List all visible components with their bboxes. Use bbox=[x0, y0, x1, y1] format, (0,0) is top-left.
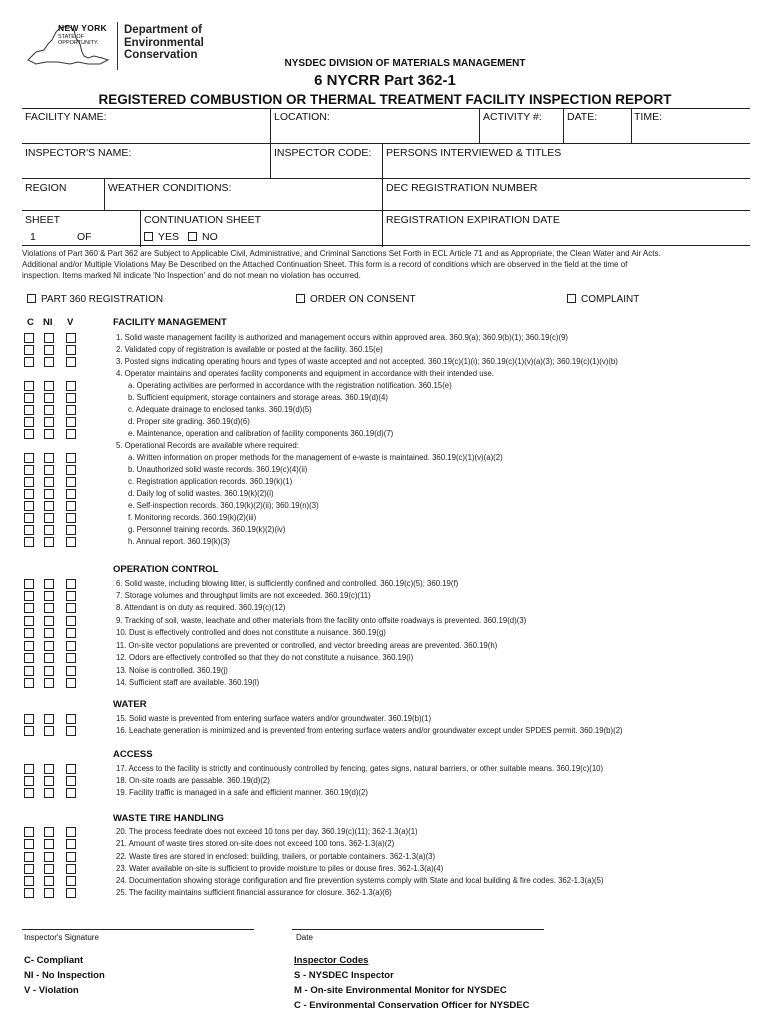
checkbox-icon[interactable] bbox=[144, 232, 153, 241]
checkbox-icon[interactable] bbox=[27, 294, 36, 303]
no-inspection-checkbox[interactable] bbox=[44, 345, 54, 355]
column-ni: NI bbox=[43, 317, 53, 328]
no-inspection-checkbox[interactable] bbox=[44, 477, 54, 487]
compliant-checkbox[interactable] bbox=[24, 453, 34, 463]
inspector-codes-legend bbox=[294, 953, 529, 1013]
no-inspection-checkbox[interactable] bbox=[44, 666, 54, 676]
checklist-row bbox=[0, 345, 770, 356]
division-heading: NYSDEC DIVISION OF MATERIALS MANAGEMENT bbox=[284, 58, 526, 69]
no-inspection-checkbox[interactable] bbox=[44, 525, 54, 535]
violation-checkbox[interactable] bbox=[66, 453, 76, 463]
violation-checkbox[interactable] bbox=[66, 876, 76, 886]
violation-checkbox[interactable] bbox=[66, 864, 76, 874]
checklist-row bbox=[0, 405, 770, 416]
section-operation-control: OPERATION CONTROL bbox=[113, 564, 219, 575]
violation-checkbox[interactable] bbox=[66, 333, 76, 343]
checkbox-icon[interactable] bbox=[188, 232, 197, 241]
grid-line bbox=[563, 109, 564, 143]
violation-checkbox[interactable] bbox=[66, 653, 76, 663]
violation-checkbox[interactable] bbox=[66, 591, 76, 601]
violation-notice: Violations of Part 360 & Part 362 are Subject to Applicable Civil, Administrative, and Criminal Sanctions Set Forth in ECL Article 71 and as Appropriate, the Clean Water and Air Acts. Additional and/or Multiple Violations May Be Described on the Attached Continuation Sheet. This form is a record of conditions which are observed in the field at the time of inspection. Items marked NI indicate 'No Inspection' and do not mean no violation has occurred. bbox=[22, 249, 661, 280]
activity-field[interactable]: ACTIVITY #: bbox=[483, 111, 542, 123]
compliant-checkbox[interactable] bbox=[24, 666, 34, 676]
no-inspection-checkbox[interactable] bbox=[44, 537, 54, 547]
checklist-item-text: 19. Facility traffic is managed in a safe and efficient manner. 360.19(d)(2) bbox=[116, 788, 368, 797]
checklist-item-text: 7. Storage volumes and throughput limits are not exceeded. 360.19(c)(11) bbox=[116, 591, 371, 600]
checklist-item-text: 10. Dust is effectively controlled and does not constitute a nuisance. 360.19(g) bbox=[116, 628, 386, 637]
continuation-yes[interactable]: YES bbox=[144, 231, 179, 243]
compliant-checkbox[interactable] bbox=[24, 714, 34, 724]
checklist-row bbox=[0, 839, 770, 850]
violation-checkbox[interactable] bbox=[66, 628, 76, 638]
checklist-row bbox=[0, 888, 770, 899]
code-s: S - NYSDEC Inspector bbox=[294, 970, 394, 981]
inspector-codes-title: Inspector Codes bbox=[294, 955, 369, 966]
grid-line bbox=[479, 109, 480, 143]
checklist-row bbox=[0, 357, 770, 368]
no-inspection-checkbox[interactable] bbox=[44, 852, 54, 862]
no-inspection-checkbox[interactable] bbox=[44, 888, 54, 898]
compliant-checkbox[interactable] bbox=[24, 678, 34, 688]
violation-checkbox[interactable] bbox=[66, 501, 76, 511]
checklist-item-text: 25. The facility maintains sufficient financial assurance for closure. 362-1.3(a)(6) bbox=[116, 888, 392, 897]
violation-checkbox[interactable] bbox=[66, 776, 76, 786]
checklist-row bbox=[0, 827, 770, 838]
checklist-row bbox=[0, 876, 770, 887]
sheet-of-label: OF bbox=[77, 231, 92, 243]
checklist-row bbox=[0, 465, 770, 476]
no-inspection-checkbox[interactable] bbox=[44, 603, 54, 613]
checklist-row bbox=[0, 537, 770, 548]
grid-line bbox=[270, 109, 271, 178]
facility-name-field[interactable]: FACILITY NAME: bbox=[25, 111, 107, 123]
violation-checkbox[interactable] bbox=[66, 852, 76, 862]
registration-expiration-field[interactable]: REGISTRATION EXPIRATION DATE bbox=[386, 214, 560, 226]
no-inspection-checkbox[interactable] bbox=[44, 501, 54, 511]
compliant-checkbox[interactable] bbox=[24, 537, 34, 547]
persons-interviewed-field[interactable]: PERSONS INTERVIEWED & TITLES bbox=[386, 147, 562, 159]
violation-checkbox[interactable] bbox=[66, 345, 76, 355]
code-c: C - Environmental Conservation Officer for NYSDEC bbox=[294, 1000, 530, 1011]
violation-checkbox[interactable] bbox=[66, 888, 76, 898]
checklist-item-text: 24. Documentation showing storage configuration and fire prevention systems comply with State and local building & fire codes. 362-1.3(a)(5) bbox=[116, 876, 604, 885]
compliant-checkbox[interactable] bbox=[24, 603, 34, 613]
compliant-checkbox[interactable] bbox=[24, 876, 34, 886]
checklist-row bbox=[0, 441, 770, 452]
compliant-checkbox[interactable] bbox=[24, 726, 34, 736]
compliant-checkbox[interactable] bbox=[24, 525, 34, 535]
checklist-item-text: 20. The process feedrate does not exceed 10 tons per day. 360.19(c)(11); 362-1.3(a)(1) bbox=[116, 827, 418, 836]
violation-checkbox[interactable] bbox=[66, 726, 76, 736]
checklist-item-text: h. Annual report. 360.19(k)(3) bbox=[128, 537, 230, 546]
checklist-item-text: b. Sufficient equipment, storage containers and storage areas. 360.19(d)(4) bbox=[128, 393, 388, 402]
continuation-no[interactable]: NO bbox=[188, 231, 218, 243]
violation-checkbox[interactable] bbox=[66, 788, 76, 798]
region-field[interactable]: REGION bbox=[25, 182, 67, 194]
violation-checkbox[interactable] bbox=[66, 678, 76, 688]
compliant-checkbox[interactable] bbox=[24, 788, 34, 798]
complaint-option[interactable]: COMPLAINT bbox=[567, 294, 639, 305]
checklist-row bbox=[0, 369, 770, 380]
checklist-row bbox=[0, 501, 770, 512]
time-field[interactable]: TIME: bbox=[634, 111, 662, 123]
no-inspection-checkbox[interactable] bbox=[44, 357, 54, 367]
checklist-row bbox=[0, 525, 770, 536]
violation-checkbox[interactable] bbox=[66, 513, 76, 523]
no-inspection-checkbox[interactable] bbox=[44, 776, 54, 786]
status-legend bbox=[24, 953, 105, 998]
inspector-code-field[interactable]: INSPECTOR CODE: bbox=[274, 147, 372, 159]
violation-checkbox[interactable] bbox=[66, 827, 76, 837]
checklist-row bbox=[0, 591, 770, 602]
column-c: C bbox=[27, 317, 34, 328]
report-title: REGISTERED COMBUSTION OR THERMAL TREATMENT FACILITY INSPECTION REPORT bbox=[98, 92, 672, 107]
compliant-checkbox[interactable] bbox=[24, 345, 34, 355]
checklist-row bbox=[0, 726, 770, 737]
checklist-item-text: f. Monitoring records. 360.19(k)(2)(iii) bbox=[128, 513, 257, 522]
no-inspection-checkbox[interactable] bbox=[44, 678, 54, 688]
compliant-checkbox[interactable] bbox=[24, 477, 34, 487]
checklist-item-text: 14. Sufficient staff are available. 360.19(l) bbox=[116, 678, 260, 687]
logo-state-sub: STATE OF OPPORTUNITY. bbox=[58, 34, 99, 46]
checklist-item-text: a. Written information on proper methods for the management of e-waste is maintained. 360.19(c)(1)(v)(a)(2) bbox=[128, 453, 503, 462]
checklist-row bbox=[0, 678, 770, 689]
no-inspection-checkbox[interactable] bbox=[44, 579, 54, 589]
checklist-item-text: 3. Posted signs indicating operating hours and types of waste accepted and not accepted. 360.19(c)(1)(i); 360.19(c)(1)(v)(a)(3); 360.19(c)(1)(v)(b) bbox=[116, 357, 618, 366]
grid-line bbox=[22, 143, 750, 144]
compliant-checkbox[interactable] bbox=[24, 591, 34, 601]
compliant-checkbox[interactable] bbox=[24, 852, 34, 862]
sheet-label: SHEET bbox=[25, 214, 61, 226]
compliant-checkbox[interactable] bbox=[24, 357, 34, 367]
compliant-checkbox[interactable] bbox=[24, 764, 34, 774]
no-inspection-checkbox[interactable] bbox=[44, 453, 54, 463]
no-inspection-checkbox[interactable] bbox=[44, 864, 54, 874]
date-field[interactable]: DATE: bbox=[567, 111, 598, 123]
checklist-row bbox=[0, 628, 770, 639]
no-inspection-checkbox[interactable] bbox=[44, 465, 54, 475]
legend-compliant: C- Compliant bbox=[24, 955, 84, 966]
no-inspection-checkbox[interactable] bbox=[44, 653, 54, 663]
checklist-item-text: 6. Solid waste, including blowing litter, is sufficiently confined and controlled. 360.19(c)(5); 360.19(f) bbox=[116, 579, 459, 588]
violation-checkbox[interactable] bbox=[66, 616, 76, 626]
checklist-row bbox=[0, 429, 770, 440]
inspector-signature-label: Inspector's Signature bbox=[24, 933, 99, 942]
checklist-item-text: 5. Operational Records are available where required: bbox=[116, 441, 299, 450]
no-inspection-checkbox[interactable] bbox=[44, 417, 54, 427]
no-inspection-checkbox[interactable] bbox=[44, 513, 54, 523]
checkbox-icon[interactable] bbox=[296, 294, 305, 303]
compliant-checkbox[interactable] bbox=[24, 417, 34, 427]
grid-line bbox=[382, 143, 383, 247]
section-waste-tire-handling: WASTE TIRE HANDLING bbox=[113, 813, 224, 824]
grid-line bbox=[631, 109, 632, 143]
code-m: M - On-site Environmental Monitor for NYSDEC bbox=[294, 985, 507, 996]
section-access: ACCESS bbox=[113, 749, 153, 760]
compliant-checkbox[interactable] bbox=[24, 393, 34, 403]
violation-checkbox[interactable] bbox=[66, 489, 76, 499]
facility-info-grid bbox=[22, 108, 750, 246]
checklist-item-text: 16. Leachate generation is minimized and is prevented from entering surface waters and/or groundwater except under SPDES permit. 360.19(b)(2) bbox=[116, 726, 623, 735]
signature-date-label: Date bbox=[296, 933, 313, 942]
compliant-checkbox[interactable] bbox=[24, 827, 34, 837]
checklist-row bbox=[0, 489, 770, 500]
compliant-checkbox[interactable] bbox=[24, 776, 34, 786]
checklist-item-text: c. Adequate drainage to enclosed tanks. 360.19(d)(5) bbox=[128, 405, 312, 414]
no-inspection-checkbox[interactable] bbox=[44, 714, 54, 724]
violation-checkbox[interactable] bbox=[66, 405, 76, 415]
violation-checkbox[interactable] bbox=[66, 666, 76, 676]
violation-checkbox[interactable] bbox=[66, 417, 76, 427]
checklist-row bbox=[0, 714, 770, 725]
violation-checkbox[interactable] bbox=[66, 393, 76, 403]
weather-field[interactable]: WEATHER CONDITIONS: bbox=[108, 182, 232, 194]
dec-registration-field[interactable]: DEC REGISTRATION NUMBER bbox=[386, 182, 538, 194]
part-heading: 6 NYCRR Part 362-1 bbox=[314, 72, 456, 89]
checklist-item-text: 4. Operator maintains and operates facility components and equipment in accordance with their intended use. bbox=[116, 369, 494, 378]
legend-violation: V - Violation bbox=[24, 985, 79, 996]
violation-checkbox[interactable] bbox=[66, 579, 76, 589]
checklist-row bbox=[0, 641, 770, 652]
checklist-item-text: 15. Solid waste is prevented from entering surface waters and/or groundwater. 360.19(b)(1) bbox=[116, 714, 432, 723]
checklist-row bbox=[0, 381, 770, 392]
compliant-checkbox[interactable] bbox=[24, 641, 34, 651]
no-inspection-checkbox[interactable] bbox=[44, 381, 54, 391]
checkbox-icon[interactable] bbox=[567, 294, 576, 303]
part360-registration-option[interactable]: PART 360 REGISTRATION bbox=[27, 294, 163, 305]
no-inspection-checkbox[interactable] bbox=[44, 628, 54, 638]
no-inspection-checkbox[interactable] bbox=[44, 333, 54, 343]
logo-department: Department of Environmental Conservation bbox=[124, 24, 204, 61]
checklist-item-text: d. Proper site grading. 360.19(d)(6) bbox=[128, 417, 250, 426]
checklist-row bbox=[0, 764, 770, 775]
checklist-item-text: 23. Water available on-site is sufficient to provide moisture to piles or douse fires. 362-1.3(a)(4) bbox=[116, 864, 444, 873]
no-inspection-checkbox[interactable] bbox=[44, 788, 54, 798]
checklist-item-text: 1. Solid waste management facility is authorized and management occurs within approved area. 360.9(a); 360.9(b)(1); 360.19(c)(9) bbox=[116, 333, 569, 342]
compliant-checkbox[interactable] bbox=[24, 333, 34, 343]
checklist-row bbox=[0, 513, 770, 524]
violation-checkbox[interactable] bbox=[66, 603, 76, 613]
compliant-checkbox[interactable] bbox=[24, 501, 34, 511]
compliant-checkbox[interactable] bbox=[24, 616, 34, 626]
grid-line bbox=[104, 178, 105, 210]
checklist-row bbox=[0, 788, 770, 799]
compliant-checkbox[interactable] bbox=[24, 381, 34, 391]
checklist-row bbox=[0, 852, 770, 863]
section-water: WATER bbox=[113, 699, 147, 710]
checklist-item-text: 11. On-site vector populations are prevented or controlled, and vector breeding areas are prevented. 360.19(h) bbox=[116, 641, 498, 650]
no-inspection-checkbox[interactable] bbox=[44, 429, 54, 439]
grid-line bbox=[22, 178, 750, 179]
checklist-item-text: 18. On-site roads are passable. 360.19(d)(2) bbox=[116, 776, 270, 785]
no-inspection-checkbox[interactable] bbox=[44, 876, 54, 886]
signature-line[interactable] bbox=[22, 929, 254, 930]
inspector-name-field[interactable]: INSPECTOR'S NAME: bbox=[25, 147, 132, 159]
checklist-row bbox=[0, 393, 770, 404]
violation-checkbox[interactable] bbox=[66, 465, 76, 475]
violation-checkbox[interactable] bbox=[66, 357, 76, 367]
no-inspection-checkbox[interactable] bbox=[44, 591, 54, 601]
no-inspection-checkbox[interactable] bbox=[44, 489, 54, 499]
compliant-checkbox[interactable] bbox=[24, 513, 34, 523]
checklist-item-text: d. Daily log of solid wastes. 360.19(k)(2)(i) bbox=[128, 489, 274, 498]
checklist-item-text: 12. Odors are effectively controlled so that they do not constitute a nuisance. 360.19(i) bbox=[116, 653, 414, 662]
checklist-row bbox=[0, 666, 770, 677]
checklist-item-text: 22. Waste tires are stored in enclosed: building, trailers, or portable containers. 362-1.3(a)(3) bbox=[116, 852, 436, 861]
checklist-item-text: 13. Noise is controlled. 360.19(j) bbox=[116, 666, 228, 675]
checklist-row bbox=[0, 864, 770, 875]
violation-checkbox[interactable] bbox=[66, 641, 76, 651]
checklist-item-text: e. Maintenance, operation and calibration of facility components 360.19(d)(7) bbox=[128, 429, 394, 438]
compliant-checkbox[interactable] bbox=[24, 839, 34, 849]
violation-checkbox[interactable] bbox=[66, 537, 76, 547]
location-field[interactable]: LOCATION: bbox=[274, 111, 330, 123]
compliant-checkbox[interactable] bbox=[24, 405, 34, 415]
section-facility-management: FACILITY MANAGEMENT bbox=[113, 317, 227, 328]
no-inspection-checkbox[interactable] bbox=[44, 641, 54, 651]
checklist-item-text: 9. Tracking of soil, waste, leachate and other materials from the facility onto offsite roadways is prevented. 360.19(d)(3) bbox=[116, 616, 527, 625]
compliant-checkbox[interactable] bbox=[24, 579, 34, 589]
violation-checkbox[interactable] bbox=[66, 429, 76, 439]
compliant-checkbox[interactable] bbox=[24, 888, 34, 898]
checklist-item-text: g. Personnel training records. 360.19(k)(2)(iv) bbox=[128, 525, 286, 534]
compliant-checkbox[interactable] bbox=[24, 489, 34, 499]
no-inspection-checkbox[interactable] bbox=[44, 764, 54, 774]
compliant-checkbox[interactable] bbox=[24, 864, 34, 874]
no-inspection-checkbox[interactable] bbox=[44, 393, 54, 403]
compliant-checkbox[interactable] bbox=[24, 465, 34, 475]
date-line[interactable] bbox=[292, 929, 544, 930]
checklist-row bbox=[0, 653, 770, 664]
no-inspection-checkbox[interactable] bbox=[44, 839, 54, 849]
checklist-row bbox=[0, 453, 770, 464]
checklist-item-text: e. Self-inspection records. 360.19(k)(2)(ii); 360.19(n)(3) bbox=[128, 501, 319, 510]
checklist-item-text: 17. Access to the facility is strictly and continuously controlled by fencing, gates signs, natural barriers, or other suitable means. 360.19(c)(10) bbox=[116, 764, 604, 773]
no-inspection-checkbox[interactable] bbox=[44, 616, 54, 626]
checklist-row bbox=[0, 333, 770, 344]
grid-line bbox=[22, 210, 750, 211]
compliant-checkbox[interactable] bbox=[24, 628, 34, 638]
checklist-row bbox=[0, 616, 770, 627]
checklist-item-text: a. Operating activities are performed in accordance with the registration notification. 360.15(e) bbox=[128, 381, 452, 390]
violation-checkbox[interactable] bbox=[66, 764, 76, 774]
checklist-item-text: 2. Validated copy of registration is available or posted at the facility. 360.15(e) bbox=[116, 345, 383, 354]
continuation-sheet-label: CONTINUATION SHEET bbox=[144, 214, 262, 226]
logo-state-name: NEW YORK bbox=[58, 23, 107, 33]
violation-checkbox[interactable] bbox=[66, 714, 76, 724]
no-inspection-checkbox[interactable] bbox=[44, 726, 54, 736]
checklist-item-text: c. Registration application records. 360.19(k)(1) bbox=[128, 477, 293, 486]
checklist-item-text: 21. Amount of waste tires stored on-site does not exceed 100 tons. 362-1.3(a)(2) bbox=[116, 839, 395, 848]
checklist-row bbox=[0, 579, 770, 590]
violation-checkbox[interactable] bbox=[66, 525, 76, 535]
sheet-number[interactable]: 1 bbox=[30, 231, 36, 243]
order-on-consent-option[interactable]: ORDER ON CONSENT bbox=[296, 294, 416, 305]
violation-checkbox[interactable] bbox=[66, 381, 76, 391]
violation-checkbox[interactable] bbox=[66, 477, 76, 487]
compliant-checkbox[interactable] bbox=[24, 429, 34, 439]
checklist-row bbox=[0, 417, 770, 428]
checklist-row bbox=[0, 776, 770, 787]
checklist-row bbox=[0, 477, 770, 488]
column-v: V bbox=[67, 317, 74, 328]
no-inspection-checkbox[interactable] bbox=[44, 827, 54, 837]
grid-line bbox=[140, 210, 141, 247]
checklist-item-text: 8. Attendant is on duty as required. 360.19(c)(12) bbox=[116, 603, 286, 612]
legend-no-inspection: NI - No Inspection bbox=[24, 970, 105, 981]
checklist-item-text: b. Unauthorized solid waste records. 360.19(c)(4)(ii) bbox=[128, 465, 308, 474]
violation-checkbox[interactable] bbox=[66, 839, 76, 849]
checklist-row bbox=[0, 603, 770, 614]
no-inspection-checkbox[interactable] bbox=[44, 405, 54, 415]
compliant-checkbox[interactable] bbox=[24, 653, 34, 663]
